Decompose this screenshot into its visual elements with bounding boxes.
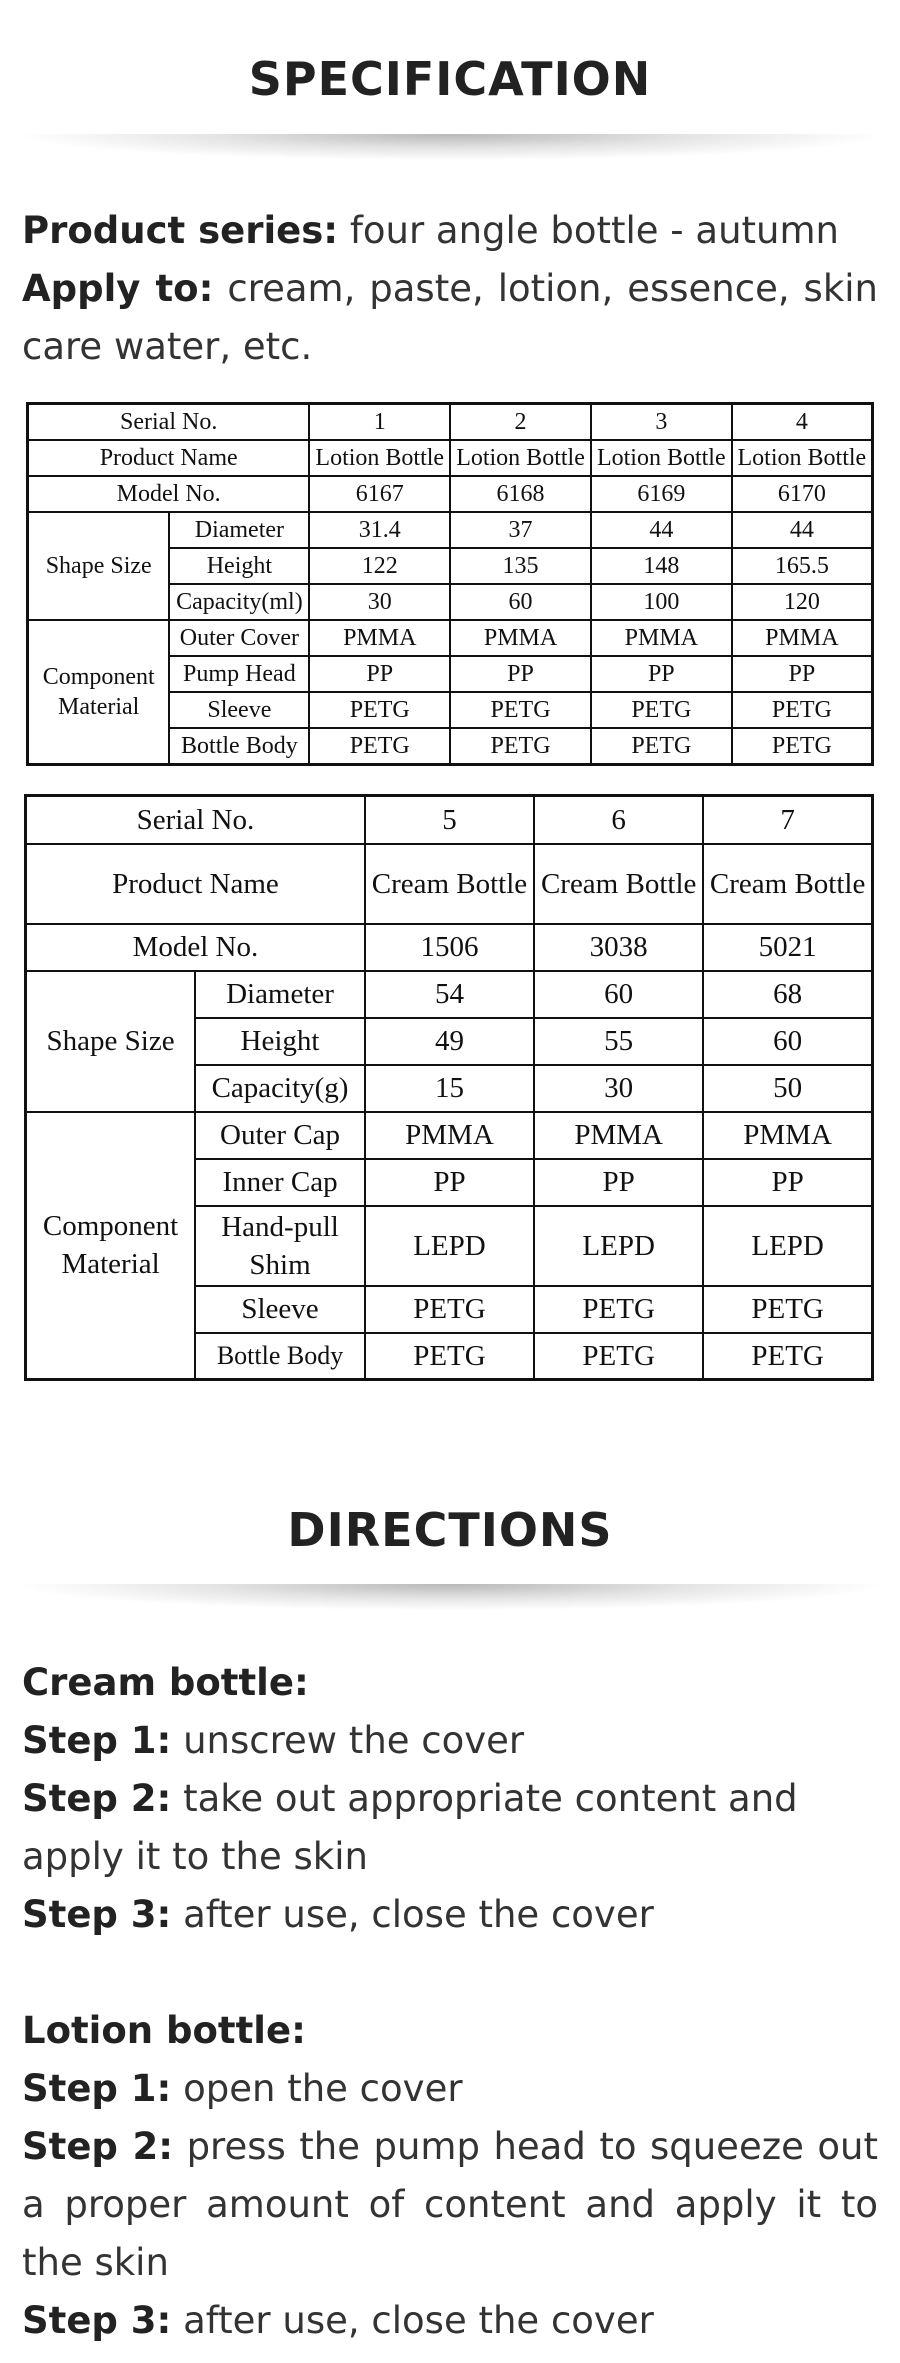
value-cell: LEPD <box>534 1206 703 1286</box>
directions-heading: DIRECTIONS <box>287 1503 613 1557</box>
value-cell: 148 <box>591 548 732 584</box>
step-text: after use, close the cover <box>171 1893 654 1936</box>
step-text: after use, close the cover <box>171 2299 654 2342</box>
lotion-spec-table <box>26 402 874 766</box>
product-name-cell: Cream Bottle <box>534 844 703 924</box>
value-cell: PMMA <box>450 620 591 656</box>
value-cell: 55 <box>534 1018 703 1065</box>
value-cell: PETG <box>591 728 732 765</box>
product-name-cell: Lotion Bottle <box>591 440 732 476</box>
product-series-value: four angle bottle - autumn <box>338 209 839 252</box>
value-cell: 31.4 <box>309 512 450 548</box>
value-cell: PMMA <box>309 620 450 656</box>
attribute-name: Diameter <box>169 512 309 548</box>
attribute-name: Height <box>195 1018 365 1065</box>
value-cell: PP <box>450 656 591 692</box>
model-label: Model No. <box>28 476 310 512</box>
specification-heading: SPECIFICATION <box>248 52 652 106</box>
serial-cell: 6 <box>534 796 703 844</box>
serial-cell: 7 <box>703 796 872 844</box>
value-cell: PP <box>591 656 732 692</box>
value-cell: LEPD <box>703 1206 872 1286</box>
step-item <box>22 2292 878 2350</box>
value-cell: PETG <box>365 1286 534 1333</box>
value-cell: 30 <box>534 1065 703 1112</box>
value-cell: LEPD <box>365 1206 534 1286</box>
attribute-name: Bottle Body <box>195 1333 365 1380</box>
product-name-cell: Lotion Bottle <box>450 440 591 476</box>
table-row <box>26 924 873 971</box>
value-cell: 60 <box>450 584 591 620</box>
attribute-name: Height <box>169 548 309 584</box>
step-label: Step 1: <box>22 2067 172 2110</box>
table-row <box>28 512 873 548</box>
value-cell: PETG <box>703 1286 872 1333</box>
value-cell: 15 <box>365 1065 534 1112</box>
serial-cell: 5 <box>365 796 534 844</box>
attribute-name: Sleeve <box>195 1286 365 1333</box>
component-material-label: Component Material <box>28 620 170 765</box>
serial-cell: 2 <box>450 404 591 441</box>
table-row <box>26 971 873 1018</box>
value-cell: PMMA <box>732 620 873 656</box>
model-cell: 6170 <box>732 476 873 512</box>
apply-to-label: Apply to: <box>22 267 214 310</box>
value-cell: 68 <box>703 971 872 1018</box>
value-cell: PP <box>309 656 450 692</box>
serial-cell: 4 <box>732 404 873 441</box>
attribute-name: Outer Cover <box>169 620 309 656</box>
step-label: Step 2: <box>22 2125 174 2168</box>
step-item <box>22 2118 878 2292</box>
heading-divider <box>22 134 878 160</box>
product-name-cell: Cream Bottle <box>365 844 534 924</box>
value-cell: 122 <box>309 548 450 584</box>
serial-cell: 3 <box>591 404 732 441</box>
value-cell: PP <box>732 656 873 692</box>
step-text: press the pump head to squeeze out a proper amount of content and apply it to the skin <box>22 2125 878 2284</box>
model-cell: 5021 <box>703 924 872 971</box>
value-cell: PETG <box>450 692 591 728</box>
value-cell: PP <box>703 1159 872 1206</box>
value-cell: PMMA <box>703 1112 872 1159</box>
value-cell: PETG <box>309 728 450 765</box>
serial-label: Serial No. <box>26 796 365 844</box>
attribute-name: Bottle Body <box>169 728 309 765</box>
step-item <box>22 1886 878 1944</box>
value-cell: 54 <box>365 971 534 1018</box>
attribute-name: Inner Cap <box>195 1159 365 1206</box>
value-cell: PETG <box>534 1286 703 1333</box>
attribute-name: Capacity(ml) <box>169 584 309 620</box>
cream-spec-table <box>24 794 874 1381</box>
model-cell: 1506 <box>365 924 534 971</box>
table-row <box>28 404 873 441</box>
table-row <box>28 620 873 656</box>
heading-divider <box>22 1584 878 1610</box>
value-cell: PP <box>534 1159 703 1206</box>
attribute-name: Diameter <box>195 971 365 1018</box>
value-cell: 44 <box>591 512 732 548</box>
apply-to-line <box>22 260 878 376</box>
value-cell: 100 <box>591 584 732 620</box>
apply-to-value: cream, paste, lotion, essence, skin care water, etc. <box>22 267 878 368</box>
attribute-name: Outer Cap <box>195 1112 365 1159</box>
value-cell: PETG <box>450 728 591 765</box>
component-material-label: Component Material <box>26 1112 196 1380</box>
table-row <box>28 476 873 512</box>
value-cell: 44 <box>732 512 873 548</box>
step-item <box>22 1712 878 1770</box>
step-label: Step 1: <box>22 1719 172 1762</box>
value-cell: 120 <box>732 584 873 620</box>
shape-size-label: Shape Size <box>26 971 196 1112</box>
model-cell: 6167 <box>309 476 450 512</box>
table-row <box>28 440 873 476</box>
attribute-name: Pump Head <box>169 656 309 692</box>
table-row <box>26 796 873 844</box>
shape-size-label: Shape Size <box>28 512 170 620</box>
product-name-cell: Lotion Bottle <box>732 440 873 476</box>
value-cell: 30 <box>309 584 450 620</box>
cream-title: Cream bottle: <box>22 1661 309 1704</box>
value-cell: 49 <box>365 1018 534 1065</box>
step-label: Step 2: <box>22 1777 172 1820</box>
value-cell: 135 <box>450 548 591 584</box>
step-text: unscrew the cover <box>171 1719 525 1762</box>
serial-label: Serial No. <box>28 404 310 441</box>
serial-cell: 1 <box>309 404 450 441</box>
product-info <box>22 202 878 376</box>
value-cell: PETG <box>703 1333 872 1380</box>
value-cell: 165.5 <box>732 548 873 584</box>
table-row <box>26 1112 873 1159</box>
spacer <box>22 1944 878 2002</box>
model-cell: 6168 <box>450 476 591 512</box>
product-name-cell: Lotion Bottle <box>309 440 450 476</box>
product-name-cell: Cream Bottle <box>703 844 872 924</box>
table-row <box>26 844 873 924</box>
value-cell: PP <box>365 1159 534 1206</box>
value-cell: 50 <box>703 1065 872 1112</box>
value-cell: PETG <box>591 692 732 728</box>
value-cell: 60 <box>534 971 703 1018</box>
value-cell: PMMA <box>591 620 732 656</box>
product-name-label: Product Name <box>28 440 310 476</box>
model-cell: 6169 <box>591 476 732 512</box>
model-cell: 3038 <box>534 924 703 971</box>
step-item <box>22 1770 878 1886</box>
value-cell: PETG <box>365 1333 534 1380</box>
value-cell: 60 <box>703 1018 872 1065</box>
attribute-name: Capacity(g) <box>195 1065 365 1112</box>
product-name-label: Product Name <box>26 844 365 924</box>
lotion-title: Lotion bottle: <box>22 2009 306 2052</box>
value-cell: PETG <box>309 692 450 728</box>
value-cell: 37 <box>450 512 591 548</box>
value-cell: PMMA <box>365 1112 534 1159</box>
product-series-line <box>22 202 878 260</box>
cream-directions <box>22 1654 878 2350</box>
step-text: take out appropriate content and apply it to the skin <box>22 1777 798 1878</box>
value-cell: PETG <box>534 1333 703 1380</box>
product-series-label: Product series: <box>22 209 339 252</box>
attribute-name: Hand-pull Shim <box>195 1206 365 1286</box>
step-item <box>22 2060 878 2118</box>
value-cell: PETG <box>732 728 873 765</box>
step-label: Step 3: <box>22 1893 172 1936</box>
value-cell: PMMA <box>534 1112 703 1159</box>
value-cell: PETG <box>732 692 873 728</box>
step-text: open the cover <box>171 2067 463 2110</box>
step-label: Step 3: <box>22 2299 172 2342</box>
attribute-name: Sleeve <box>169 692 309 728</box>
model-label: Model No. <box>26 924 365 971</box>
